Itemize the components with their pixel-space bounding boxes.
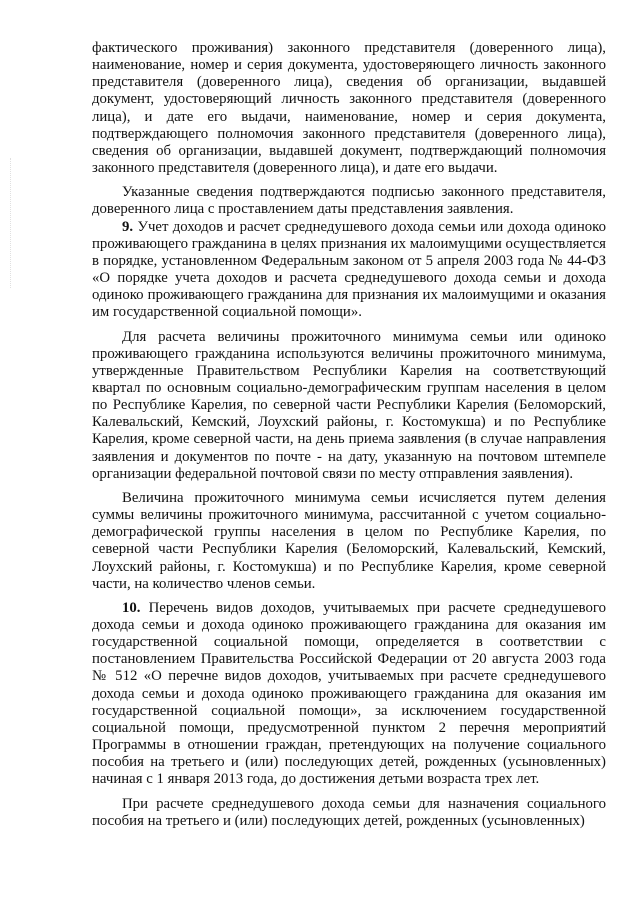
paragraph-subsistence-minimum: Для расчета величины прожиточного минимума семьи или одиноко проживающего гражданина используются величины прожиточного минимума, утвержденные Правительством Республики Карелия на соответствующий квартал по основным социально-демографическим группам населения в целом по Республике Карелия, по северной части Республики Карелия (Беломорский, Калевальский, Кемский, Лоухский районы, г. Костомукша) и по Республике Карелия, кроме северной части, на день приема заявления (в случае направления заявления и документов по почте - на дату, указанную на почтовом штемпеле организации федеральной почтовой связи по месту отправления заявления). — [92, 328, 606, 482]
paragraph-family-minimum: Величина прожиточного минимума семьи исчисляется путем деления суммы величины прожиточного минимума, рассчитанной с учетом социально-демографической группы населения в целом по Республике Карелия, по северной части Республики Карелия (Беломорский, Калевальский, Кемский, Лоухский районы, г. Костомукша) и по Республике Карелия, кроме северной части, на количество членов семьи. — [92, 489, 606, 592]
paragraph-confirmation: Указанные сведения подтверждаются подписью законного представителя, доверенного лица с проставлением даты представления заявления. — [92, 184, 606, 218]
item-10-number: 10. — [122, 599, 141, 616]
item-10-text: Перечень видов доходов, учитываемых при расчете среднедушевого дохода семьи и дохода одиноко проживающего гражданина для оказания им государственной социальной помощи, определяется в соответствии с постановлением Правительства Российской Федерации от 20 августа 2003 года № 512 «О перечне видов доходов, учитываемых при расчете среднедушевого дохода семьи и дохода одиноко проживающего гражданина для оказания им государственной социальной помощи», за исключением государственной социальной помощи, предусмотренной пунктом 2 перечня мероприятий Программы в отношении граждан, претендующих на получение социального пособия на третьего и (или) последующих детей, рожденных (усыновленных) начиная с 1 января 2013 года, до достижения детьми возраста трех лет. — [92, 599, 606, 788]
scan-margin-mark — [10, 158, 14, 288]
item-10 — [92, 600, 606, 789]
document-body — [92, 40, 606, 830]
paragraph-continuation: фактического проживания) законного представителя (доверенного лица), наименование, номер и серия документа, удостоверяющего личность законного представителя (доверенного лица), сведения об организации, выдавшей документ, удостоверяющий личность законного представителя (доверенного лица), и дате его выдачи, наименование, номер и серия документа, подтверждающего полномочия законного представителя (доверенного лица), сведения об организации, выдавшей документ, подтверждающий полномочия законного представителя (доверенного лица), и дате его выдачи. — [92, 40, 606, 177]
item-9 — [92, 219, 606, 322]
item-9-number: 9. — [122, 218, 134, 235]
item-9-text: Учет доходов и расчет среднедушевого дохода семьи или дохода одиноко проживающего гражданина в целях признания их малоимущими осуществляется в порядке, установленном Федеральным законом от 5 апреля 2003 года № 44-ФЗ «О порядке учета доходов и расчета среднедушевого дохода семьи и дохода одиноко проживающего гражданина для признания их малоимущими и оказания им государственной социальной помощи». — [92, 218, 606, 321]
paragraph-last: При расчете среднедушевого дохода семьи для назначения социального пособия на третьего и (или) последующих детей, рожденных (усыновленных) — [92, 795, 606, 829]
